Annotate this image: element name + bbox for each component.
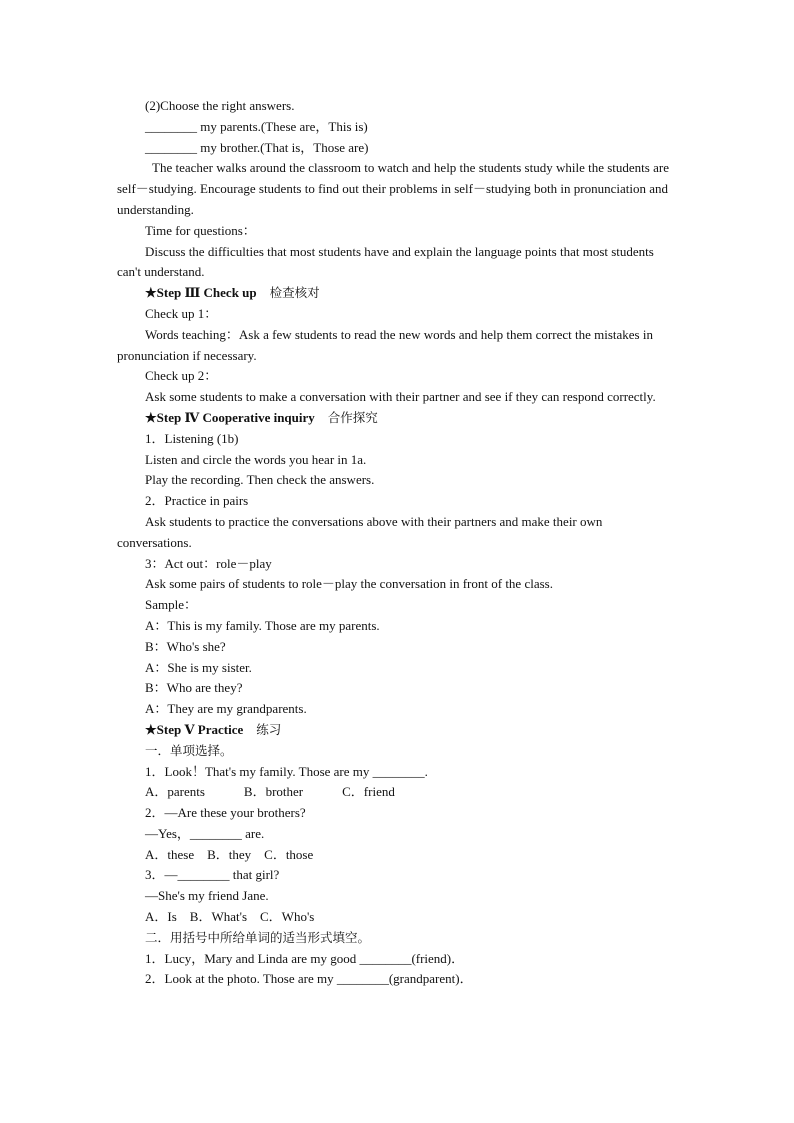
paragraph: Ask some pairs of students to role－play the conversation in front of the class.	[145, 576, 553, 592]
dialogue-line: A：She is my sister.	[145, 659, 252, 675]
section-heading: 一．单项选择。	[145, 742, 233, 758]
step-subtitle: 检查核对	[269, 285, 320, 301]
paragraph-heading: Time for questions：	[145, 222, 256, 238]
question: 1．Look！That's my family. Those are my ________.	[145, 763, 428, 779]
question: 2．Look at the photo. Those are my ________(grandparent)．	[145, 971, 473, 987]
paragraph-heading: 2．Practice in pairs	[145, 493, 249, 509]
exercise-item: ________ my brother.(That is，Those are)	[145, 139, 369, 155]
dialogue-line: B：Who are they?	[145, 680, 243, 696]
dialogue-line: A：This is my family. Those are my parents.	[145, 617, 380, 633]
paragraph-heading: Check up 1：	[145, 305, 218, 321]
question: 1．Lucy，Mary and Linda are my good ________(friend)．	[145, 950, 465, 966]
step-heading	[117, 408, 677, 429]
paragraph: Words teaching：Ask a few students to read the new words and help them correct the mistakes in pronunciation if necessary.	[117, 326, 653, 363]
lesson-plan-content	[117, 96, 677, 990]
paragraph: Discuss the difficulties that most students have and explain the language points that most students can't understand.	[117, 243, 654, 280]
exercise-item: ________ my parents.(These are，This is)	[145, 118, 368, 134]
step-title: ★Step Ⅳ Cooperative inquiry	[145, 409, 315, 425]
step-title: ★Step Ⅴ Practice	[145, 721, 244, 737]
paragraph: Listen and circle the words you hear in 1a.	[145, 451, 367, 467]
question-line: —She's my friend Jane.	[145, 888, 269, 904]
paragraph: Ask some students to make a conversation with their partner and see if they can respond correctly.	[145, 389, 656, 405]
dialogue-line: A：They are my grandparents.	[145, 701, 307, 717]
paragraph: The teacher walks around the classroom to watch and help the students study while the students are self－studying. Encourage students to find out their problems in self－studying both in pronunciation and understanding.	[117, 160, 669, 217]
question: 2．—Are these your brothers?	[145, 805, 306, 821]
answer-options: A．these B．they C．those	[145, 846, 314, 862]
section-heading: 二．用括号中所给单词的适当形式填空。	[145, 929, 371, 945]
step-title: ★Step Ⅲ Check up	[145, 285, 257, 301]
paragraph-heading: Sample：	[145, 597, 197, 613]
paragraph-heading: 1．Listening (1b)	[145, 430, 239, 446]
step-subtitle: 合作探究	[327, 409, 378, 425]
paragraph-heading: 3：Act out：role－play	[145, 555, 272, 571]
paragraph-heading: Check up 2：	[145, 368, 218, 384]
paragraph: Play the recording. Then check the answers.	[145, 472, 375, 488]
paragraph: Ask students to practice the conversations above with their partners and make their own conversations.	[117, 513, 603, 550]
question: 3．—________ that girl?	[145, 867, 280, 883]
exercise-heading: (2)Choose the right answers.	[145, 98, 295, 113]
answer-options: A．parents B．brother C．friend	[145, 784, 395, 800]
answer-options: A．Is B．What's C．Who's	[145, 909, 315, 925]
step-subtitle: 练习	[256, 721, 282, 737]
step-heading	[117, 283, 677, 304]
question-line: —Yes，________ are.	[145, 825, 265, 841]
step-heading	[117, 720, 677, 741]
dialogue-line: B：Who's she?	[145, 638, 226, 654]
